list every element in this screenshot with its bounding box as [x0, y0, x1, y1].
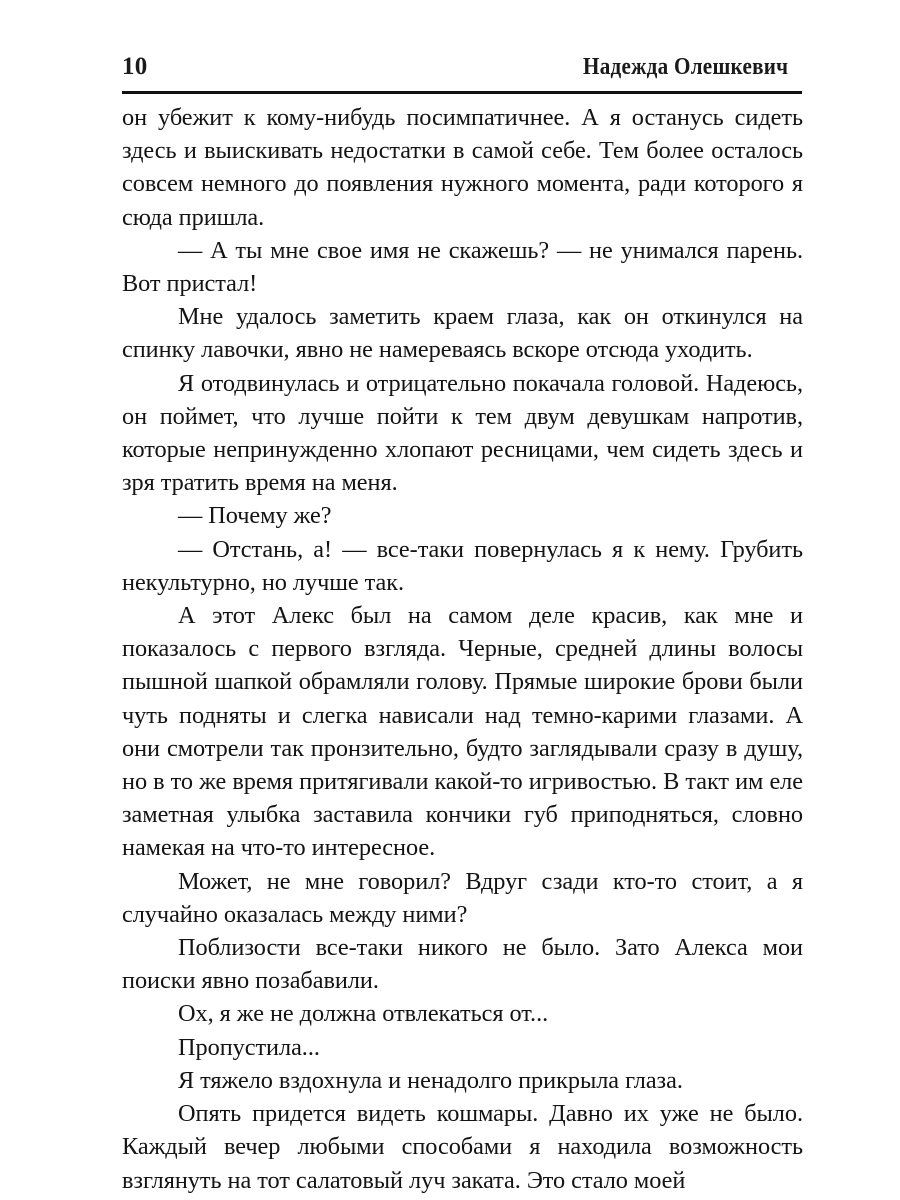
paragraph: Опять придется видеть кошмары. Давно их уже не было. Каждый вечер любыми способами я находила возможность взглянуть на тот салатовый луч заката. Это стало моей — [122, 1100, 803, 1194]
paragraph: он убежит к кому-нибудь посимпатичнее. А я останусь сидеть здесь и выискивать недостатки в самой себе. Тем более осталось совсем немного до появления нужного момента, ради которого я сюда пришла. — [122, 104, 803, 231]
paragraph: А этот Алекс был на самом деле красив, как мне и показалось с первого взгляда. Черные, средней длины волосы пышной шапкой обрамляли голову. Прямые широкие брови были чуть подняты и слегка нависали над темно-карими глазами. А они смотрели так пронзительно, будто заглядывали сразу в душу, но в то же время притягивали какой-то игривостью. В такт им еле заметная улыбка заставила кончики губ приподняться, словно намекая на что-то интересное. — [122, 602, 803, 862]
body-text-block — [122, 101, 803, 1197]
paragraph: Ох, я же не должна отвлекаться от... — [178, 1000, 549, 1028]
running-head-author: Надежда Олешкевич — [582, 54, 788, 80]
page-number: 10 — [122, 53, 148, 80]
paragraph: Поблизости все-таки никого не было. Зато Алекса мои поиски явно позабавили. — [122, 934, 803, 995]
header-divider — [122, 91, 802, 94]
paragraph: Я отодвинулась и отрицательно покачала головой. Надеюсь, он поймет, что лучше пойти к тем двум девушкам напротив, которые непринужденно хлопают ресницами, чем сидеть здесь и зря тратить время на меня. — [122, 369, 803, 497]
paragraph: Может, не мне говорил? Вдруг сзади кто-то стоит, а я случайно оказалась между ними? — [122, 867, 803, 928]
paragraph: — Отстань, а! — все-таки повернулась я к нему. Грубить некультурно, но лучше так. — [122, 535, 803, 596]
paragraph: Я тяжело вздохнула и ненадолго прикрыла глаза. — [178, 1066, 683, 1094]
paragraph: Пропустила... — [178, 1033, 320, 1061]
paragraph: Мне удалось заметить краем глаза, как он откинулся на спинку лавочки, явно не намереваясь вскоре отсюда уходить. — [122, 303, 803, 364]
paragraph: — А ты мне свое имя не скажешь? — не унимался парень. Вот пристал! — [122, 236, 803, 298]
paragraph: — Почему же? — [178, 502, 332, 530]
running-head — [122, 52, 802, 86]
